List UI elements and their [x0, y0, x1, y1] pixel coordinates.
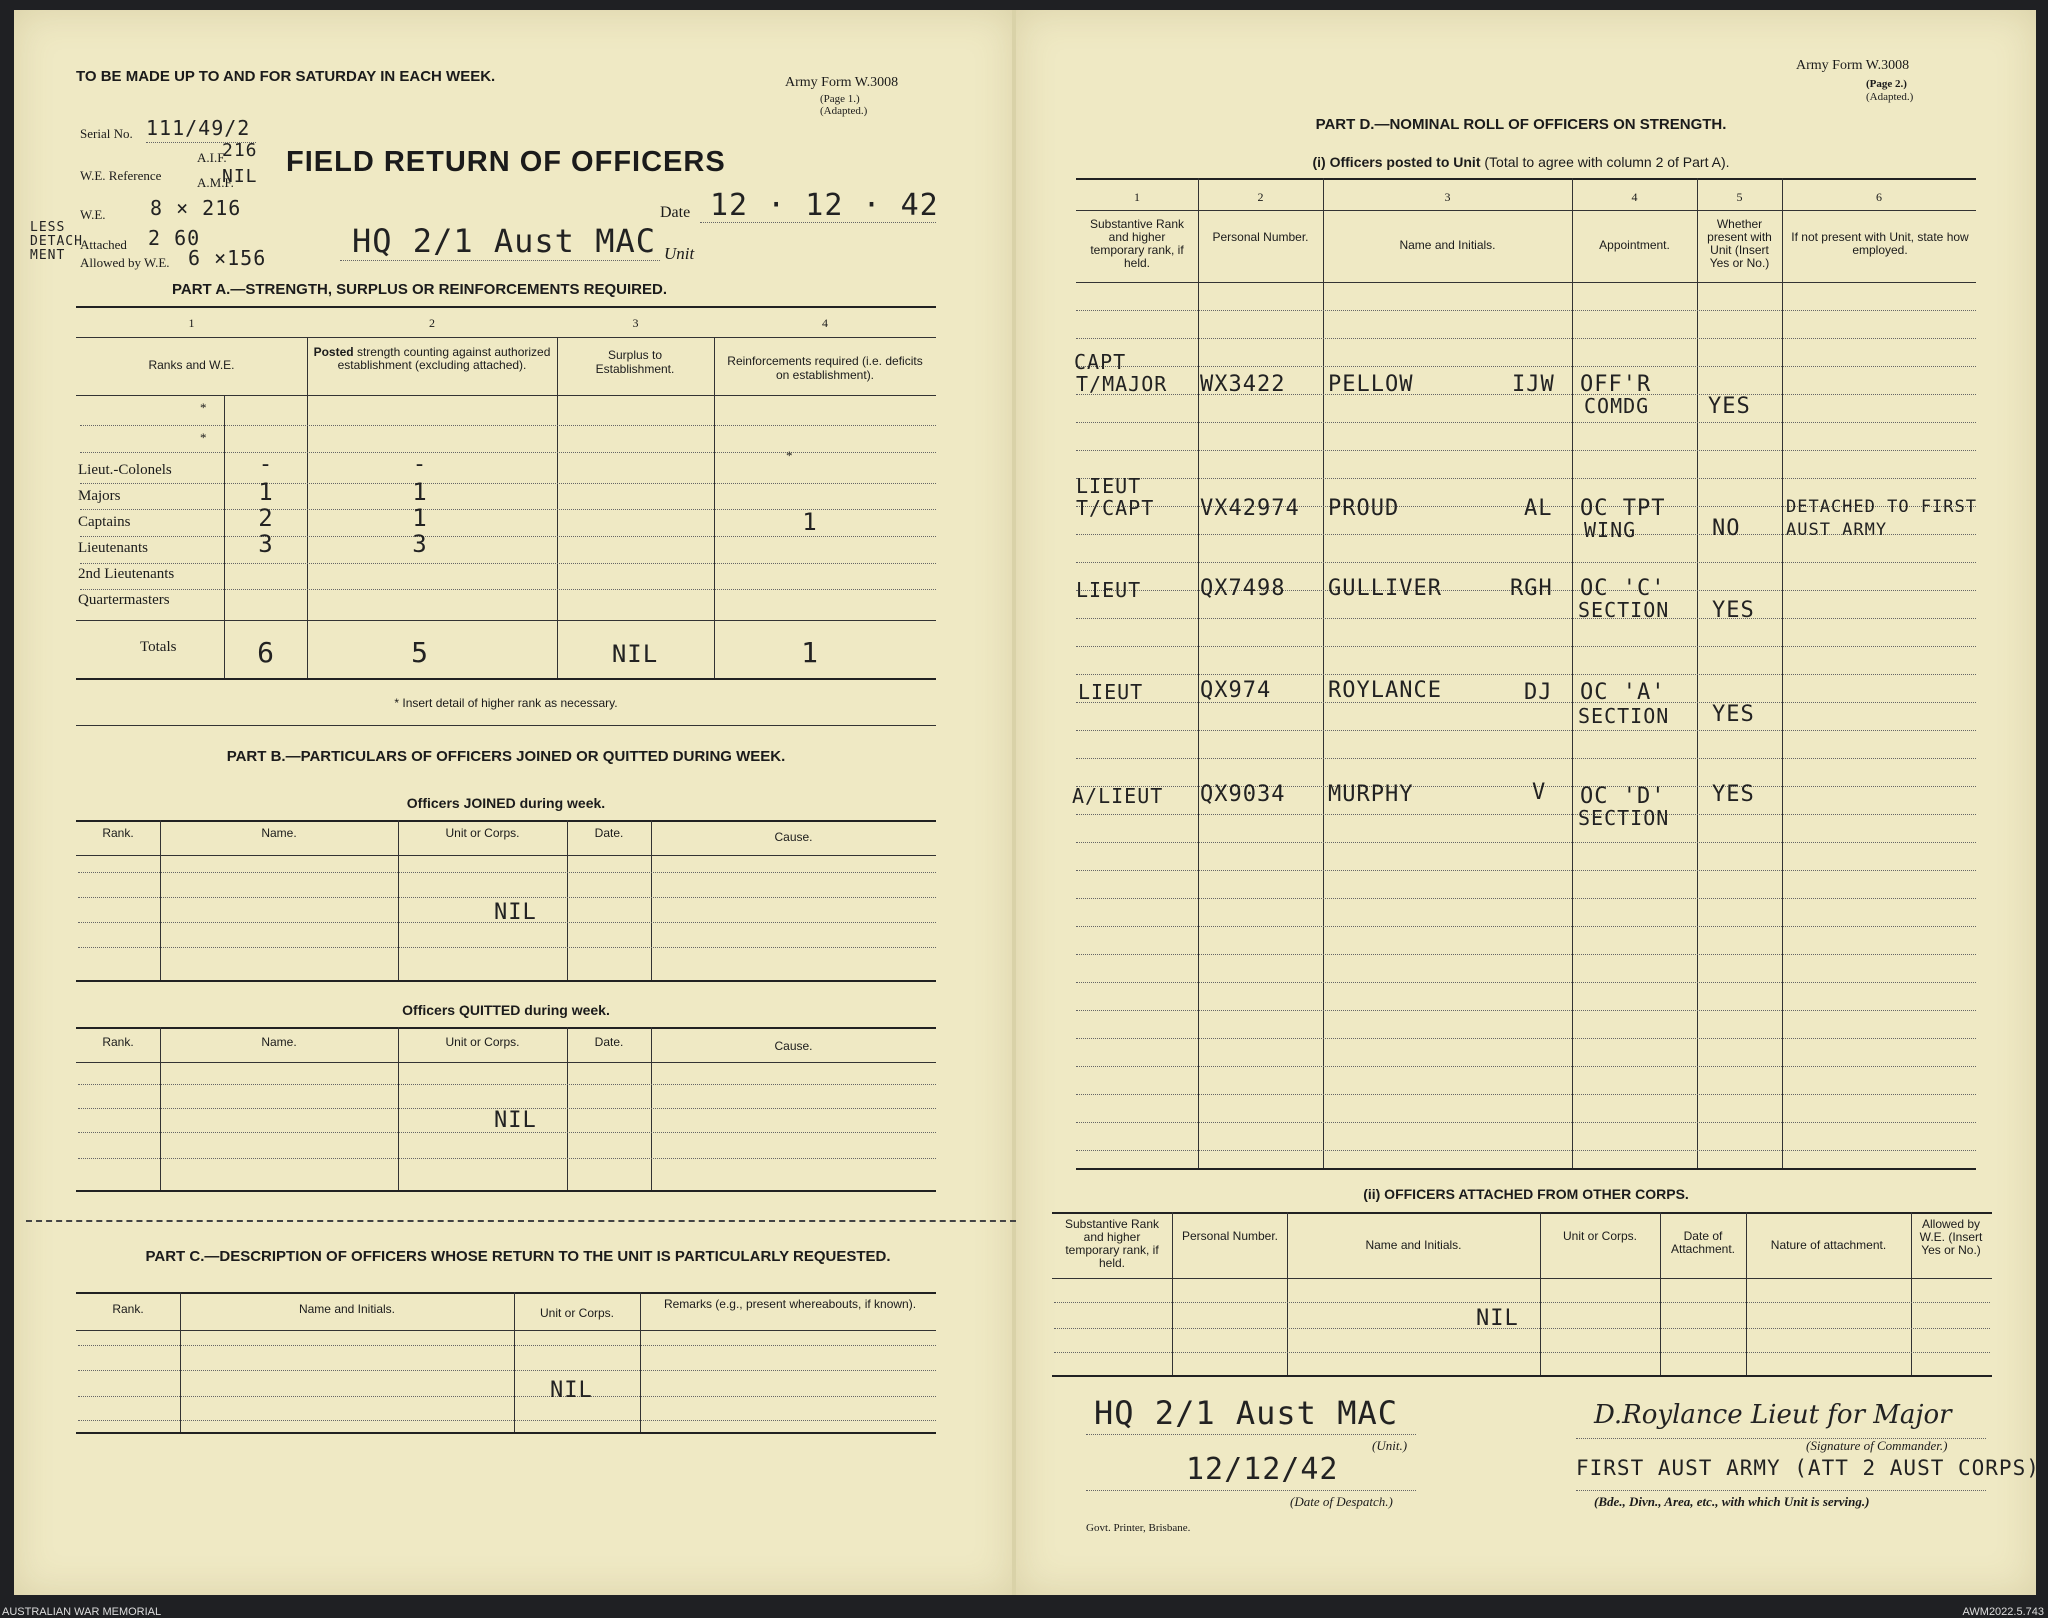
parta-col2-rest: strength counting against authorized establishment (excluding attached).	[337, 345, 551, 372]
allowed-value[interactable]: 6 ×156	[188, 246, 267, 270]
date-value[interactable]: 12 · 12 · 42	[710, 188, 939, 223]
we-captains[interactable]: 2	[258, 504, 274, 532]
partd-col6-num: 6	[1876, 190, 1882, 204]
sub-i-bold: (i) Officers posted to Unit	[1312, 154, 1481, 170]
despatch-date-label: (Date of Despatch.)	[1290, 1494, 1393, 1509]
officer5-initials[interactable]: V	[1532, 780, 1547, 805]
officer5-appt2[interactable]: SECTION	[1578, 806, 1670, 830]
officer2-initials[interactable]: AL	[1524, 496, 1553, 521]
aif-label: A.I.F.	[197, 150, 227, 165]
officer4-number[interactable]: QX974	[1200, 678, 1272, 703]
accession-number: AWM2022.5.743	[1962, 1606, 2044, 1618]
officer5-present[interactable]: YES	[1712, 782, 1755, 807]
form-page-p2: (Page 2.)	[1866, 78, 1907, 90]
allowed-label: Allowed by W.E.	[80, 255, 170, 270]
officer5-name[interactable]: MURPHY	[1328, 782, 1414, 807]
partc-col-rank: Rank.	[112, 1302, 144, 1316]
attached-label: Attached	[80, 237, 127, 252]
joined-col-cause: Cause.	[774, 830, 813, 844]
p2-unit-value[interactable]: HQ 2/1 Aust MAC	[1094, 1394, 1398, 1432]
we-value[interactable]: 8 × 216	[150, 196, 242, 220]
form-id: Army Form W.3008	[785, 75, 899, 90]
partc-col-remarks: Remarks (e.g., present whereabouts, if known).	[663, 1297, 917, 1311]
formation-value[interactable]: FIRST AUST ARMY (ATT 2 AUST CORPS)	[1576, 1456, 2040, 1480]
part-b-heading: PART B.—PARTICULARS OF OFFICERS JOINED OR QUITTED DURING WEEK.	[226, 748, 786, 765]
totals-label: Totals	[140, 639, 177, 655]
officer2-rank-sub[interactable]: LIEUT	[1076, 474, 1142, 498]
joined-nil[interactable]: NIL	[494, 900, 537, 925]
printer-credit: Govt. Printer, Brisbane.	[1086, 1522, 1191, 1534]
officer1-rank-sub[interactable]: CAPT	[1074, 350, 1127, 374]
officer2-present[interactable]: NO	[1712, 516, 1741, 541]
officer4-appt2[interactable]: SECTION	[1578, 704, 1670, 728]
parta-col2-num: 2	[429, 316, 435, 330]
parta-col2-header	[312, 346, 552, 372]
quitted-col-date: Date.	[594, 1035, 624, 1049]
joined-col-name: Name.	[261, 826, 297, 840]
partd-col1-num: 1	[1134, 190, 1140, 204]
officer2-employed[interactable]: DETACHED TO FIRST AUST ARMY	[1786, 497, 1977, 540]
officer2-rank[interactable]: T/CAPT	[1076, 496, 1155, 520]
quitted-col-cause: Cause.	[774, 1039, 813, 1053]
rank-captains: Captains	[78, 514, 131, 530]
officer3-rank[interactable]: LIEUT	[1076, 578, 1142, 602]
officer4-name[interactable]: ROYLANCE	[1328, 678, 1442, 703]
rank-lieutenants: Lieutenants	[78, 540, 148, 556]
reinf-captains[interactable]: 1	[802, 508, 818, 536]
we-lieutenants[interactable]: 3	[258, 530, 274, 558]
att-col-allowed: Allowed by W.E. (Insert Yes or No.)	[1919, 1217, 1983, 1257]
posted-majors[interactable]: 1	[412, 478, 428, 506]
officer5-rank[interactable]: A/LIEUT	[1072, 784, 1164, 808]
rank-quartermasters: Quartermasters	[78, 592, 170, 608]
we-lieut-colonels[interactable]: -	[258, 452, 274, 477]
officer2-appt1[interactable]: OC TPT	[1580, 496, 1666, 521]
officer1-name[interactable]: PELLOW	[1328, 372, 1414, 397]
partc-col-name: Name and Initials.	[298, 1302, 396, 1316]
asterisk-3: *	[786, 448, 793, 463]
instruction-text: TO BE MADE UP TO AND FOR SATURDAY IN EACH WEEK.	[76, 68, 496, 85]
officer1-present[interactable]: YES	[1708, 394, 1751, 419]
officer1-initials[interactable]: IJW	[1512, 372, 1555, 397]
officer1-number[interactable]: WX3422	[1200, 372, 1286, 397]
we-ref-label: W.E. Reference	[80, 168, 162, 183]
rank-2nd-lieutenants: 2nd Lieutenants	[78, 566, 175, 582]
quitted-col-unit: Unit or Corps.	[445, 1035, 520, 1049]
part-c-heading: PART C.—DESCRIPTION OF OFFICERS WHOSE RETURN TO THE UNIT IS PARTICULARLY REQUESTED.	[145, 1248, 891, 1265]
p2-unit-label: (Unit.)	[1372, 1438, 1408, 1453]
partd-col2-header: Personal Number.	[1212, 230, 1309, 244]
quitted-nil[interactable]: NIL	[494, 1108, 537, 1133]
att-col-name: Name and Initials.	[1365, 1238, 1462, 1252]
asterisk-1: *	[200, 400, 207, 415]
officer5-appt1[interactable]: OC 'D'	[1580, 784, 1666, 809]
we-label: W.E.	[80, 207, 106, 222]
aif-value[interactable]: 216	[222, 140, 258, 161]
officer1-appt2[interactable]: COMDG	[1584, 394, 1650, 418]
officer3-number[interactable]: QX7498	[1200, 576, 1286, 601]
we-majors[interactable]: 1	[258, 478, 274, 506]
serial-label: Serial No.	[80, 126, 133, 141]
totals-we[interactable]: 6	[257, 636, 275, 669]
officer4-initials[interactable]: DJ	[1524, 680, 1553, 705]
amf-value[interactable]: NIL	[222, 166, 258, 187]
signature-label: (Signature of Commander.)	[1806, 1438, 1948, 1453]
asterisk-2: *	[200, 430, 207, 445]
att-col-nature: Nature of attachment.	[1770, 1238, 1887, 1252]
partd-col4-num: 4	[1631, 190, 1638, 204]
joined-col-unit: Unit or Corps.	[445, 826, 520, 840]
parta-col4-header: Reinforcements required (i.e. deficits on establishment).	[727, 354, 923, 382]
partd-col5-header: Whether present with Unit (Insert Yes or No.)	[1707, 217, 1772, 270]
part-a-heading: PART A.—STRENGTH, SURPLUS OR REINFORCEMENTS REQUIRED.	[172, 281, 668, 298]
quitted-col-rank: Rank.	[102, 1035, 134, 1049]
parta-col3-header: Surplus to Establishment.	[595, 348, 675, 376]
officer3-present[interactable]: YES	[1712, 598, 1755, 623]
parta-col3-num: 3	[632, 316, 639, 330]
posted-captains[interactable]: 1	[412, 504, 428, 532]
totals-posted[interactable]: 5	[411, 636, 429, 669]
officer2-name[interactable]: PROUD	[1328, 496, 1400, 521]
attached-nil[interactable]: NIL	[1476, 1306, 1519, 1331]
officer2-appt2[interactable]: WING	[1584, 518, 1637, 542]
officer3-appt2[interactable]: SECTION	[1578, 598, 1670, 622]
serial-value[interactable]: 111/49/2	[146, 116, 251, 140]
partd-col2-num: 2	[1257, 190, 1264, 204]
officer1-appt1[interactable]: OFF'R	[1580, 372, 1652, 397]
officer3-initials[interactable]: RGH	[1510, 576, 1553, 601]
page-title: FIELD RETURN OF OFFICERS	[286, 146, 726, 178]
att-col-rank: Substantive Rank and higher temporary rank, if held.	[1064, 1217, 1160, 1270]
totals-reinf[interactable]: 1	[801, 636, 819, 669]
rank-lieut-colonels: Lieut.-Colonels	[78, 462, 172, 478]
partd-col3-num: 3	[1444, 190, 1451, 204]
partc-nil[interactable]: NIL	[550, 1378, 593, 1403]
officer3-name[interactable]: GULLIVER	[1328, 576, 1442, 601]
sub-i-heading	[1076, 154, 1966, 170]
attached-value[interactable]: 2 60	[148, 226, 201, 250]
att-col-date: Date of Attachment.	[1670, 1229, 1736, 1256]
perforation-line	[26, 1220, 1016, 1222]
parta-col2-bold: Posted	[313, 345, 354, 359]
partd-col5-num: 5	[1736, 190, 1743, 204]
form-adapted: (Adapted.)	[820, 105, 868, 117]
partd-col6-header: If not present with Unit, state how employed.	[1791, 230, 1969, 257]
less-detachment: LESS DETACH MENT	[30, 220, 83, 263]
officer2-number[interactable]: VX42974	[1200, 496, 1300, 521]
officer4-appt1[interactable]: OC 'A'	[1580, 680, 1666, 705]
form-page: (Page 1.)	[820, 93, 860, 105]
quitted-heading: Officers QUITTED during week.	[402, 1002, 610, 1018]
despatch-date-value[interactable]: 12/12/42	[1186, 1452, 1339, 1487]
officer5-number[interactable]: QX9034	[1200, 782, 1286, 807]
posted-lieut-colonels[interactable]: -	[412, 452, 428, 477]
unit-value[interactable]: HQ 2/1 Aust MAC	[352, 222, 656, 260]
part-d-heading: PART D.—NOMINAL ROLL OF OFFICERS ON STRENGTH.	[1315, 116, 1727, 133]
unit-label: Unit	[664, 244, 695, 263]
joined-col-rank: Rank.	[102, 826, 134, 840]
form-id-p2: Army Form W.3008	[1796, 58, 1910, 73]
sub-ii-heading: (ii) OFFICERS ATTACHED FROM OTHER CORPS.	[1363, 1186, 1689, 1202]
totals-surplus[interactable]: NIL	[611, 640, 659, 668]
archive-credit: AUSTRALIAN WAR MEMORIAL	[2, 1606, 162, 1618]
att-col-number: Personal Number.	[1181, 1229, 1279, 1243]
parta-col1-header: Ranks and W.E.	[148, 358, 235, 372]
parta-col4-num: 4	[822, 316, 828, 330]
parta-footnote: * Insert detail of higher rank as necessary.	[394, 696, 618, 710]
commander-signature[interactable]: D.Roylance Lieut for Major	[1594, 1400, 1952, 1430]
officer4-rank[interactable]: LIEUT	[1078, 680, 1144, 704]
partd-col1-header: Substantive Rank and higher temporary rank, if held.	[1089, 217, 1185, 270]
quitted-col-name: Name.	[261, 1035, 297, 1049]
officer1-rank[interactable]: T/MAJOR	[1076, 372, 1168, 396]
partd-col4-header: Appointment.	[1599, 238, 1670, 252]
date-label: Date	[660, 204, 691, 221]
sub-i-rest: (Total to agree with column 2 of Part A).	[1484, 154, 1730, 170]
form-adapted-p2: (Adapted.)	[1866, 91, 1914, 103]
partd-col3-header: Name and Initials.	[1399, 238, 1496, 252]
officer4-present[interactable]: YES	[1712, 702, 1755, 727]
posted-lieutenants[interactable]: 3	[412, 530, 428, 558]
parta-col1-num: 1	[188, 316, 195, 330]
att-col-unit: Unit or Corps.	[1562, 1229, 1638, 1243]
joined-col-date: Date.	[594, 826, 624, 840]
officer3-appt1[interactable]: OC 'C'	[1580, 576, 1666, 601]
partc-col-unit: Unit or Corps.	[539, 1306, 615, 1320]
rank-majors: Majors	[78, 488, 121, 504]
amf-label: A.M.F.	[197, 175, 234, 190]
joined-heading: Officers JOINED during week.	[406, 795, 606, 811]
formation-label: (Bde., Divn., Area, etc., with which Unit is serving.)	[1594, 1494, 1870, 1509]
